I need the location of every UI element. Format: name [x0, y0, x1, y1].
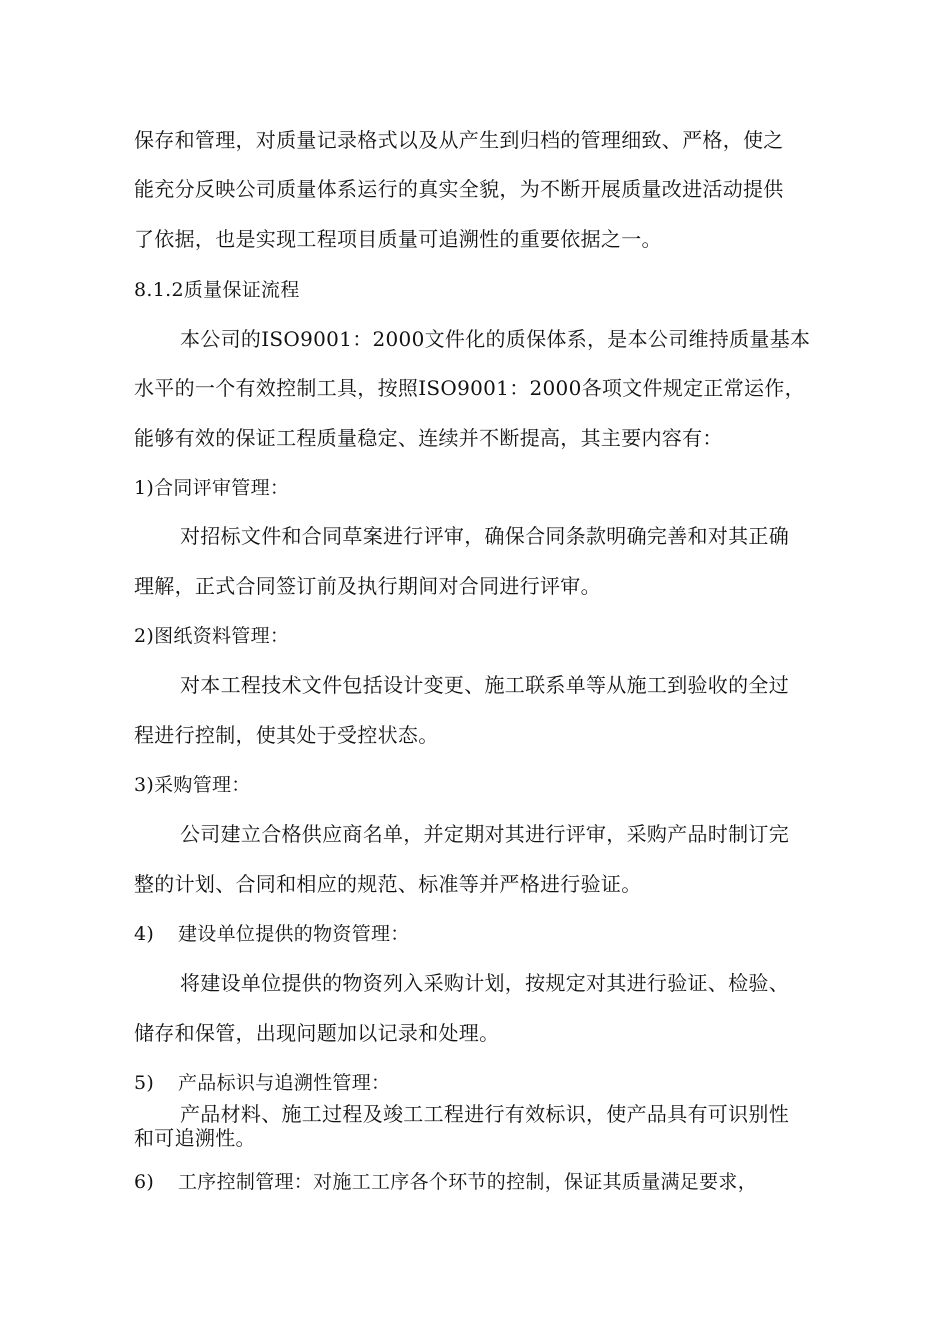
paragraph-line: 对本工程技术文件包括设计变更、施工联系单等从施工到验收的全过 [180, 673, 789, 697]
list-number: 4) [134, 923, 155, 945]
list-item-text: 工序控制管理：对施工工序各个环节的控制，保证其质量满足要求， [178, 1171, 758, 1193]
paragraph-line: 产品材料、施工过程及竣工工程进行有效标识，使产品具有可识别性 [180, 1102, 789, 1126]
list-item-heading [134, 1168, 834, 1196]
paragraph-line: 了依据，也是实现工程项目质量可追溯性的重要依据之一。 [134, 227, 662, 251]
paragraph-line: 公司建立合格供应商名单，并定期对其进行评审，采购产品时制订完 [180, 822, 789, 846]
section-heading: 8.1.2质量保证流程 [134, 279, 300, 301]
list-number: 5) [134, 1072, 155, 1094]
list-item-heading: 2)图纸资料管理： [134, 625, 290, 647]
list-item-text: 建设单位提供的物资管理： [178, 923, 410, 945]
paragraph-line: 将建设单位提供的物资列入采购计划，按规定对其进行验证、检验、 [180, 971, 789, 995]
list-item-text: 产品标识与追溯性管理： [178, 1072, 391, 1094]
paragraph-line: 能充分反映公司质量体系运行的真实全貌，为不断开展质量改进活动提供 [134, 177, 784, 201]
paragraph-line: 保存和管理，对质量记录格式以及从产生到归档的管理细致、严格，使之 [134, 128, 784, 152]
paragraph-line: 对招标文件和合同草案进行评审，确保合同条款明确完善和对其正确 [180, 524, 789, 548]
list-number: 6) [134, 1171, 155, 1193]
list-item-heading [134, 920, 834, 948]
paragraph-line: 储存和保管，出现问题加以记录和处理。 [134, 1021, 500, 1045]
paragraph-line: 理解，正式合同签订前及执行期间对合同进行评审。 [134, 574, 601, 598]
paragraph-line: 能够有效的保证工程质量稳定、连续并不断提高，其主要内容有： [134, 426, 723, 450]
paragraph-line: 本公司的ISO9001：2000文件化的质保体系，是本公司维持质量基本 [180, 327, 811, 351]
paragraph-line: 程进行控制，使其处于受控状态。 [134, 723, 439, 747]
list-item-heading: 1)合同评审管理： [134, 477, 290, 499]
paragraph-line: 和可追溯性。 [134, 1126, 256, 1150]
list-item-heading: 3)采购管理： [134, 774, 251, 796]
list-item-heading [134, 1069, 834, 1097]
paragraph-line: 水平的一个有效控制工具，按照ISO9001：2000各项文件规定正常运作， [134, 376, 805, 400]
paragraph-line: 整的计划、合同和相应的规范、标准等并严格进行验证。 [134, 872, 642, 896]
